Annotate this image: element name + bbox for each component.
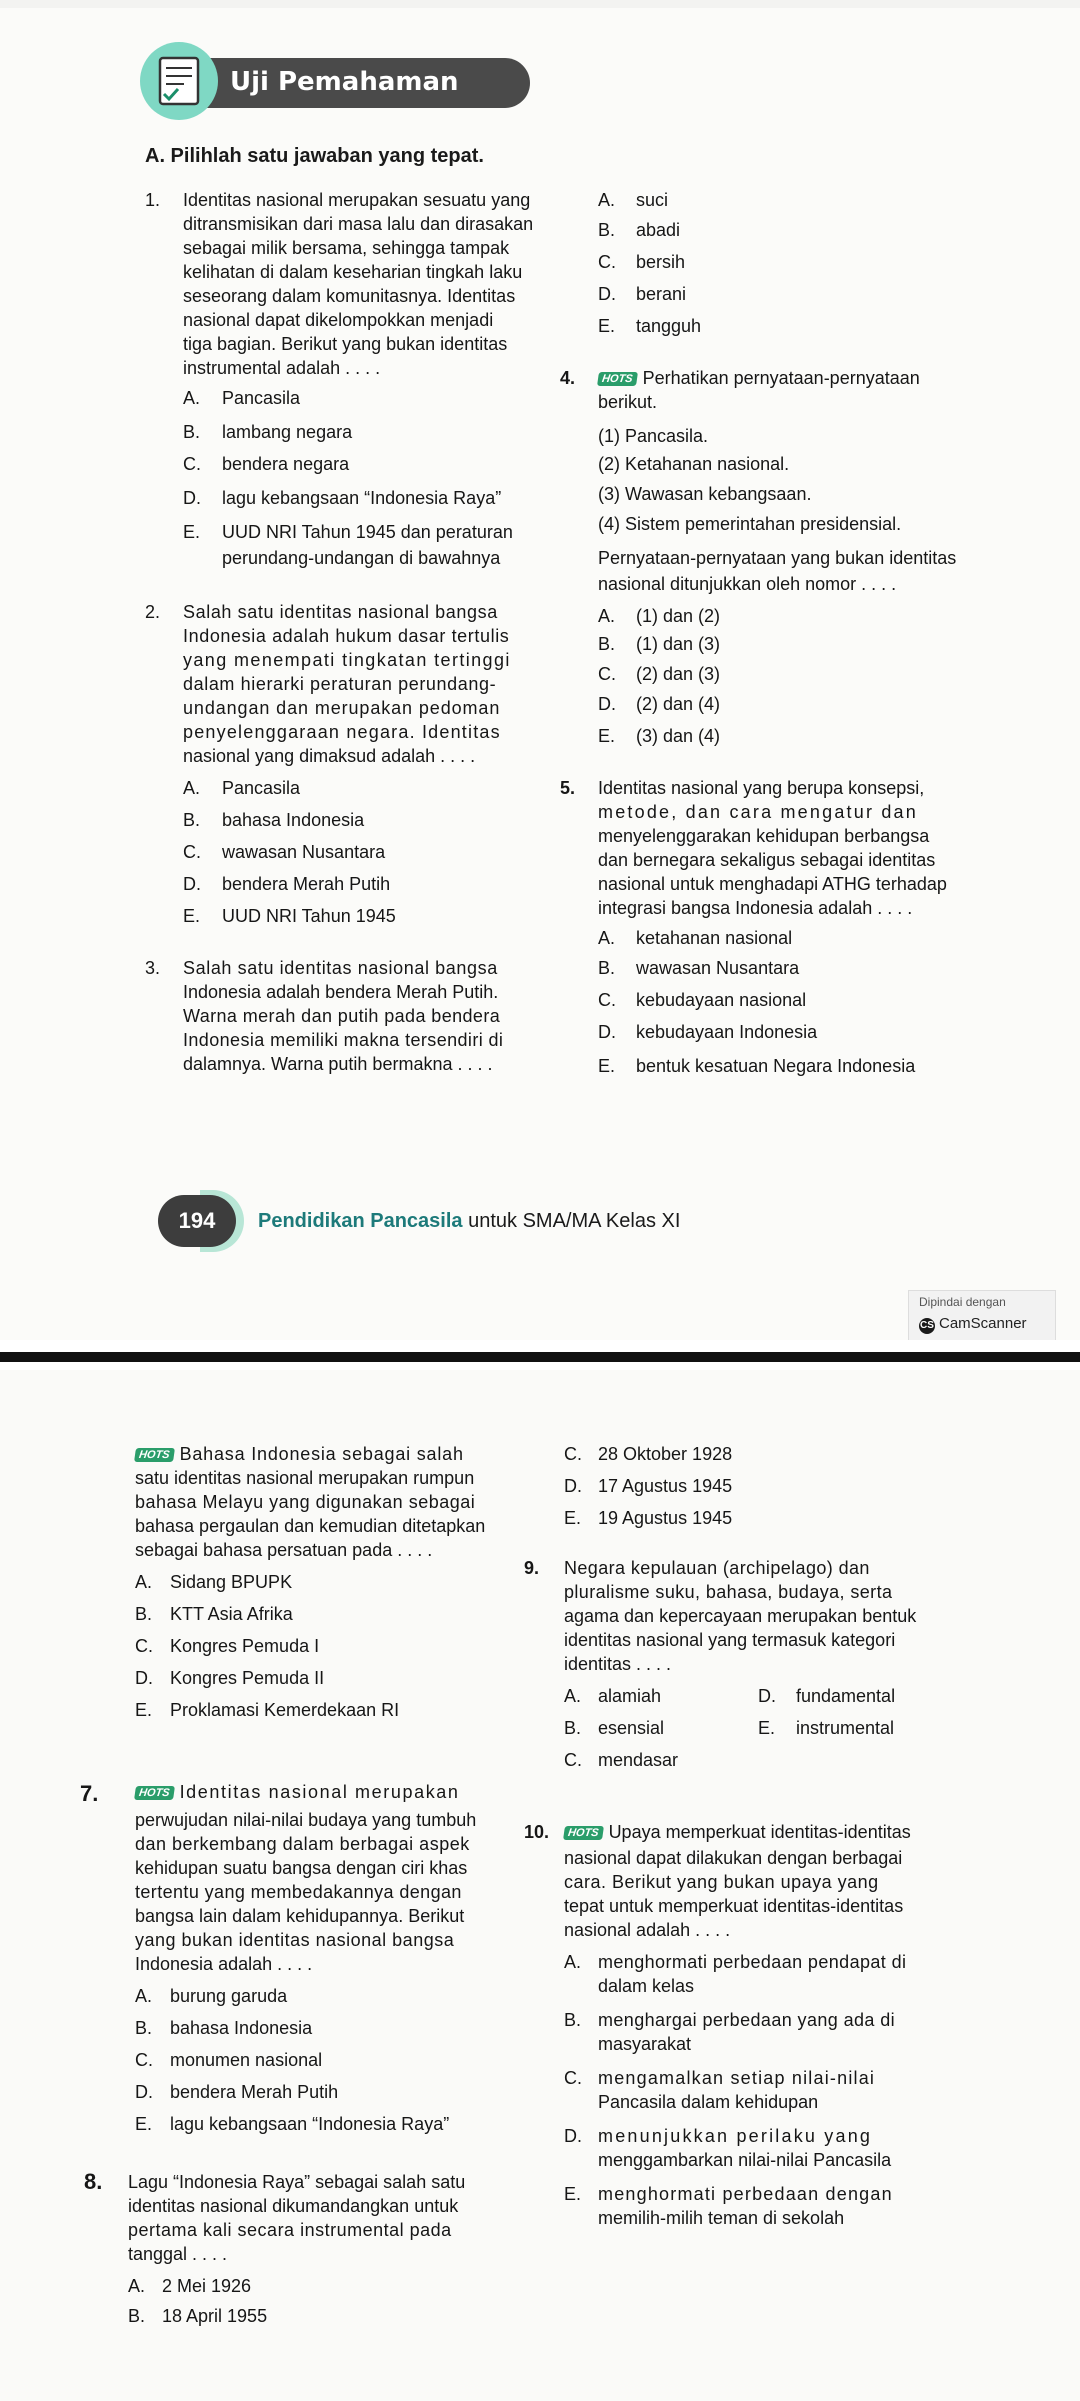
question-text: kehidupan suatu bangsa dengan ciri khas [135,1858,468,1878]
option-text[interactable]: 17 Agustus 1945 [598,1476,733,1496]
option-text[interactable]: wawasan Nusantara [222,842,386,862]
option-text[interactable]: suci [636,190,669,210]
option-key: C. [183,454,201,474]
option-text[interactable]: Pancasila [222,388,301,408]
option-key: C. [564,2068,582,2088]
question-text: ditransmisikan dari masa lalu dan dirasakan [183,214,534,234]
option-key: A. [128,2276,146,2296]
option-key: D. [598,694,616,714]
option-text: memilih-milih teman di sekolah [598,2208,845,2228]
option-key: E. [758,1718,776,1738]
question-text: Indonesia adalah hukum dasar tertulis [183,626,510,646]
question-text: undangan dan merupakan pedoman [183,698,501,718]
question-number: 1. [145,190,161,210]
question-text: integrasi bangsa Indonesia adalah . . . . [598,898,913,918]
option-text[interactable]: Sidang BPUPK [170,1572,293,1592]
option-key: E. [564,1508,582,1528]
question-text: Pernyataan-pernyataan yang bukan identitas [598,548,957,568]
option-text[interactable]: UUD NRI Tahun 1945 [222,906,396,926]
option-key: B. [598,958,616,978]
question-text: nasional dapat dilakukan dengan berbagai [564,1848,903,1868]
option-text[interactable]: fundamental [796,1686,896,1706]
option-text[interactable]: bahasa Indonesia [170,2018,313,2038]
option-text[interactable]: (2) dan (4) [636,694,721,714]
option-text[interactable]: monumen nasional [170,2050,323,2070]
option-text[interactable]: mengamalkan setiap nilai-nilai [598,2068,876,2088]
option-text[interactable]: Pancasila [222,778,301,798]
option-key: E. [598,726,616,746]
option-text[interactable]: menghormati perbedaan pendapat di [598,1952,907,1972]
option-text[interactable]: (3) dan (4) [636,726,721,746]
book-subject: Pendidikan Pancasila [258,1210,463,1232]
question-text: dalam hierarki peraturan perundang- [183,674,497,694]
question-text: Indonesia memiliki makna tersendiri di [183,1030,504,1050]
question-text: pertama kali secara instrumental pada [128,2220,452,2240]
option-key: B. [135,2018,153,2038]
option-key: D. [135,2082,153,2102]
option-text[interactable]: 28 Oktober 1928 [598,1444,733,1464]
question-text: bahasa pergaulan dan kemudian ditetapkan [135,1516,486,1536]
option-key: B. [598,634,616,654]
option-text[interactable]: kebudayaan nasional [636,990,807,1010]
option-text[interactable]: bentuk kesatuan Negara Indonesia [636,1056,916,1076]
option-text[interactable]: ketahanan nasional [636,928,793,948]
option-text[interactable]: Proklamasi Kemerdekaan RI [170,1700,400,1720]
question-number: 3. [145,958,161,978]
option-text[interactable]: lagu kebangsaan “Indonesia Raya” [222,488,502,508]
section-instruction: A. Pilihlah satu jawaban yang tepat. [145,145,484,167]
question-text: bahasa Melayu yang digunakan sebagai [135,1492,476,1512]
question-text: Salah satu identitas nasional bangsa [183,958,498,978]
option-key: A. [598,928,616,948]
option-key: A. [564,1952,582,1972]
question-text: berikut. [598,392,658,412]
question-text: Salah satu identitas nasional bangsa [183,602,498,622]
option-text[interactable]: (1) dan (2) [636,606,721,626]
option-key: E. [564,2184,582,2204]
question-text: Warna merah dan putih pada bendera [183,1006,501,1026]
question-text: Perhatikan pernyataan-pernyataan [642,368,920,388]
question-text: Upaya memperkuat identitas-identitas [608,1822,911,1842]
option-text: dalam kelas [598,1976,695,1996]
option-key: D. [135,1668,153,1688]
option-text[interactable]: bendera Merah Putih [222,874,391,894]
option-key: E. [135,2114,153,2134]
option-text[interactable]: KTT Asia Afrika [170,1604,293,1624]
option-text[interactable]: mendasar [598,1750,679,1770]
option-text[interactable]: burung garuda [170,1986,288,2006]
statement-item: (3) Wawasan kebangsaan. [598,484,812,504]
question-text: dalamnya. Warna putih bermakna . . . . [183,1054,493,1074]
question-text: identitas nasional yang termasuk kategori [564,1630,896,1650]
hots-badge: HOTS [134,1448,175,1462]
statement-item: (2) Ketahanan nasional. [598,454,790,474]
question-text: identitas nasional dikumandangkan untuk [128,2196,459,2216]
camscanner-watermark [908,1290,1056,1344]
question-text: nasional ditunjukkan oleh nomor . . . . [598,574,897,594]
option-key: D. [183,488,201,508]
question-text: agama dan kepercayaan merupakan bentuk [564,1606,917,1626]
question-text: Lagu “Indonesia Raya” sebagai salah satu [128,2172,466,2192]
hots-badge: HOTS [597,372,638,386]
question-text: Identitas nasional merupakan [179,1782,460,1802]
statement-item: (1) Pancasila. [598,426,709,446]
option-key: C. [564,1444,582,1464]
option-text: menggambarkan nilai-nilai Pancasila [598,2150,892,2170]
option-text[interactable]: 2 Mei 1926 [162,2276,252,2296]
question-text: bangsa lain dalam kehidupannya. Berikut [135,1906,465,1926]
question-text: dan berkembang dalam berbagai aspek [135,1834,470,1854]
question-text: Identitas nasional merupakan sesuatu yang [183,190,531,210]
option-text[interactable]: abadi [636,220,681,240]
notebook-icon [150,52,208,110]
book-title [258,1208,680,1234]
option-key: D. [564,1476,582,1496]
question-text: yang bukan identitas nasional bangsa [135,1930,455,1950]
option-key: E. [598,1056,616,1076]
question-text: tanggal . . . . [128,2244,228,2264]
page-divider [0,1340,1080,1370]
question-text: satu identitas nasional merupakan rumpun [135,1468,475,1488]
option-key: D. [598,284,616,304]
question-text: Identitas nasional yang berupa konsepsi, [598,778,925,798]
option-key: D. [564,2126,582,2146]
option-text[interactable]: instrumental [796,1718,895,1738]
question-text: identitas . . . . [564,1654,672,1674]
question-text: Bahasa Indonesia sebagai salah [179,1444,464,1464]
option-text[interactable]: berani [636,284,687,304]
question-text: Indonesia adalah bendera Merah Putih. [183,982,499,1002]
option-text[interactable]: menghormati perbedaan dengan [598,2184,893,2204]
option-text: masyarakat [598,2034,692,2054]
option-key: C. [598,252,616,272]
option-key: B. [183,422,201,442]
option-key: C. [598,664,616,684]
option-text[interactable]: 18 April 1955 [162,2306,268,2326]
option-key: D. [598,1022,616,1042]
question-text: seseorang dalam komunitasnya. Identitas [183,286,516,306]
question-text: nasional adalah . . . . [564,1920,731,1940]
option-text[interactable]: bahasa Indonesia [222,810,365,830]
question-text: kelihatan di dalam keseharian tingkah laku [183,262,523,282]
option-key: B. [183,810,201,830]
question-text: dan bernegara sekaligus sebagai identitas [598,850,936,870]
option-text[interactable]: lambang negara [222,422,353,442]
watermark-line2: CamScanner [939,1315,1027,1332]
option-key: B. [598,220,616,240]
option-key: D. [183,874,201,894]
option-text[interactable]: Kongres Pemuda I [170,1636,320,1656]
question-text: instrumental adalah . . . . [183,358,381,378]
option-key: A. [564,1686,582,1706]
question-text: sebagai milik bersama, sehingga tampak [183,238,510,258]
option-text[interactable]: bendera Merah Putih [170,2082,339,2102]
option-key: C. [598,990,616,1010]
page-bottom [0,1370,1080,2401]
option-key: A. [135,1986,153,2006]
question-text: tepat untuk memperkuat identitas-identitas [564,1896,904,1916]
option-key: A. [183,388,201,408]
question-text: tertentu yang membedakannya dengan [135,1882,462,1902]
option-text[interactable]: bendera negara [222,454,350,474]
question-text: metode, dan cara mengatur dan [598,802,918,822]
question-number: 8. [84,2169,103,2194]
question-text: nasional yang dimaksud adalah . . . . [183,746,476,766]
option-text[interactable]: esensial [598,1718,665,1738]
option-text[interactable]: Kongres Pemuda II [170,1668,325,1688]
option-key: A. [135,1572,153,1592]
book-title-rest: untuk SMA/MA Kelas XI [462,1210,681,1232]
question-number: 5. [560,778,576,798]
option-key: D. [758,1686,776,1706]
option-key: E. [183,522,201,542]
option-key: B. [564,2010,582,2030]
question-text: nasional untuk menghadapi ATHG terhadap [598,874,947,894]
option-key: A. [183,778,201,798]
question-text: nasional dapat dikelompokkan menjadi [183,310,494,330]
question-text: cara. Berikut yang bukan upaya yang [564,1872,879,1892]
option-text[interactable]: menghargai perbedaan yang ada di [598,2010,896,2030]
option-text[interactable]: kebudayaan Indonesia [636,1022,818,1042]
option-text[interactable]: UUD NRI Tahun 1945 dan peraturan [222,522,513,542]
option-text: Pancasila dalam kehidupan [598,2092,819,2112]
option-text[interactable]: (1) dan (3) [636,634,721,654]
watermark-line1: Dipindai dengan [919,1295,1006,1309]
option-text: perundang-undangan di bawahnya [222,548,501,568]
option-text[interactable]: tangguh [636,316,702,336]
hots-badge: HOTS [563,1826,604,1840]
option-key: E. [183,906,201,926]
option-key: C. [564,1750,582,1770]
option-text[interactable]: bersih [636,252,686,272]
question-text: sebagai bahasa persatuan pada . . . . [135,1540,433,1560]
question-text: Indonesia adalah . . . . [135,1954,313,1974]
camscanner-logo-icon: CS [919,1318,935,1334]
question-text: penyelenggaraan negara. Identitas [183,722,501,742]
question-text: perwujudan nilai-nilai budaya yang tumbuh [135,1810,477,1830]
option-text[interactable]: (2) dan (3) [636,664,721,684]
page-title: Uji Pemahaman [230,67,459,97]
option-key: A. [598,190,616,210]
statement-item: (4) Sistem pemerintahan presidensial. [598,514,902,534]
question-text: tiga bagian. Berikut yang bukan identitas [183,334,508,354]
option-key: C. [135,2050,153,2070]
option-key: A. [598,606,616,626]
question-number: 7. [80,1781,99,1806]
question-text: yang menempati tingkatan tertinggi [183,650,511,670]
question-number: 10. [524,1822,550,1842]
option-key: B. [564,1718,582,1738]
option-key: E. [598,316,616,336]
option-key: E. [135,1700,153,1720]
question-text: Negara kepulauan (archipelago) dan [564,1558,870,1578]
question-number: 2. [145,602,161,622]
hots-badge: HOTS [134,1786,175,1800]
page-number: 194 [158,1195,236,1247]
question-text: menyelenggarakan kehidupan berbangsa [598,826,930,846]
option-text[interactable]: 19 Agustus 1945 [598,1508,733,1528]
question-text: pluralisme suku, bahasa, budaya, serta [564,1582,893,1602]
question-number: 9. [524,1558,540,1578]
option-text[interactable]: lagu kebangsaan “Indonesia Raya” [170,2114,450,2134]
question-number: 4. [560,368,576,388]
option-text[interactable]: menunjukkan perilaku yang [598,2126,873,2146]
option-text[interactable]: wawasan Nusantara [636,958,800,978]
option-key: C. [183,842,201,862]
option-text[interactable]: alamiah [598,1686,662,1706]
option-key: C. [135,1636,153,1656]
option-key: B. [135,1604,153,1624]
option-key: B. [128,2306,146,2326]
